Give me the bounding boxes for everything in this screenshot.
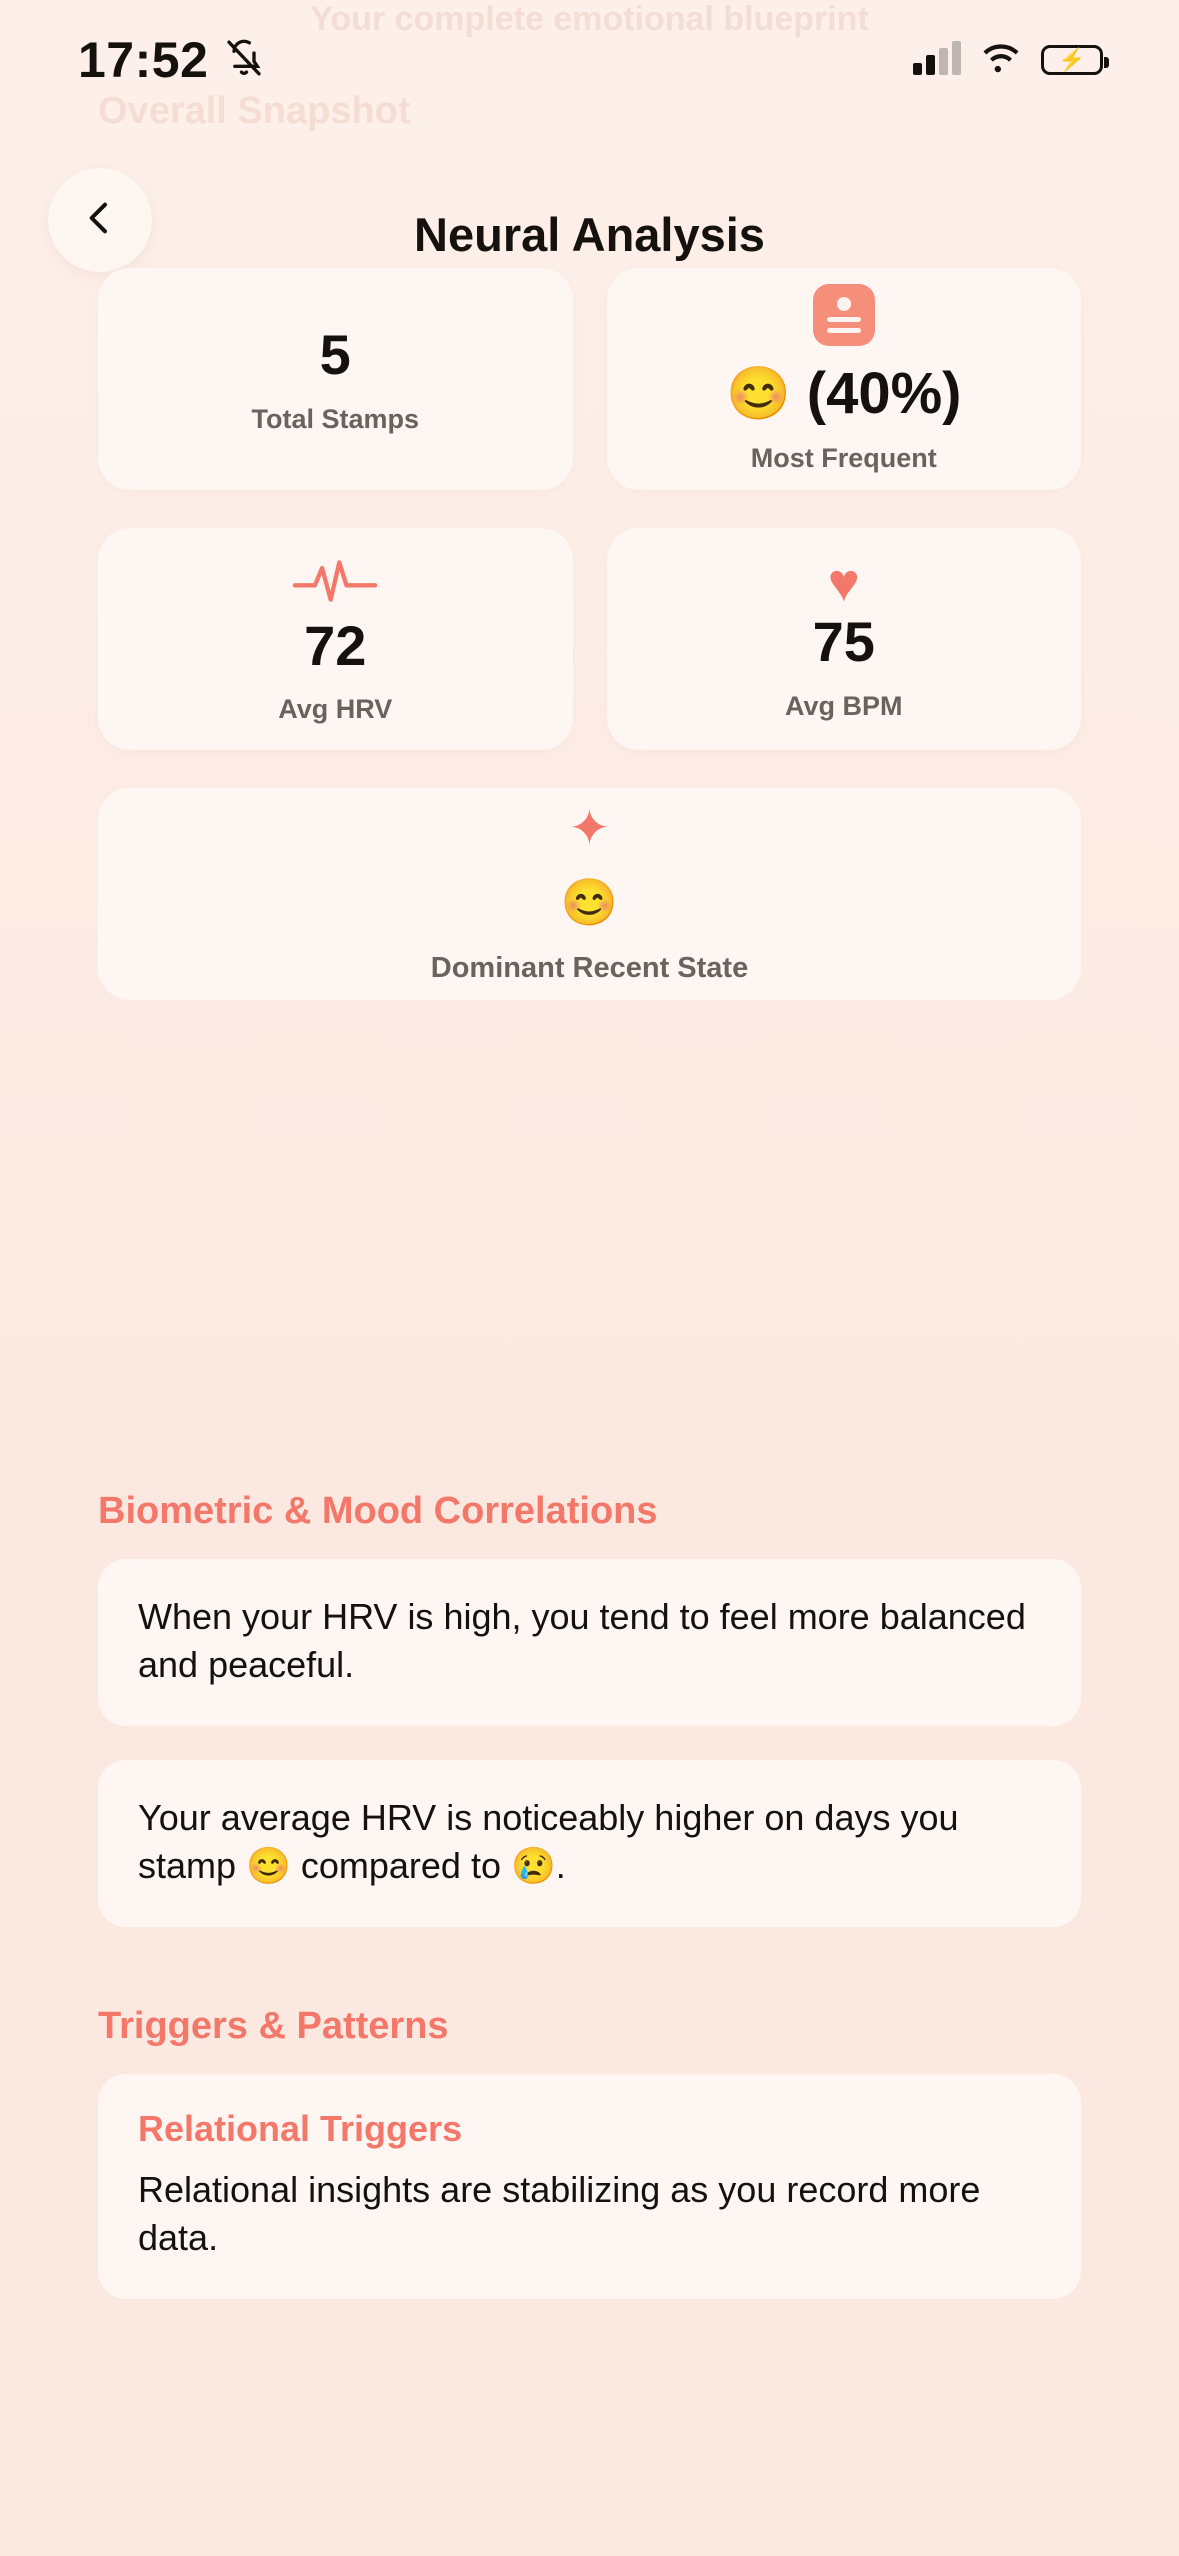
status-bar-right — [913, 43, 1103, 78]
bell-slash-icon — [224, 38, 264, 83]
stats-row-2 — [98, 528, 1081, 750]
chevron-left-icon — [80, 198, 120, 243]
stamp-card-icon — [813, 284, 875, 346]
status-bar-left — [78, 31, 264, 89]
correlation-card-2[interactable] — [98, 1760, 1081, 1927]
trigger-card-text: Relational insights are stabilizing as you record more data. — [138, 2169, 981, 2258]
correlation-text-2: Your average HRV is noticeably higher on days you stamp 😊 compared to 😢. — [138, 1797, 959, 1886]
trigger-card-title: Relational Triggers — [138, 2108, 463, 2150]
trigger-card-1[interactable] — [98, 2074, 1081, 2299]
correlation-text-1: When your HRV is high, you tend to feel more balanced and peaceful. — [138, 1596, 1026, 1685]
most-frequent-percent: (40%) — [806, 361, 962, 426]
avg-hrv-value: 72 — [304, 613, 367, 677]
back-button[interactable] — [48, 168, 152, 272]
dominant-state-label: Dominant Recent State — [430, 952, 749, 984]
total-stamps-card[interactable] — [98, 268, 573, 490]
most-frequent-label: Most Frequent — [750, 443, 937, 473]
most-frequent-card[interactable] — [607, 268, 1082, 490]
dominant-state-card[interactable] — [98, 788, 1081, 1000]
sparkle-icon: ✦ — [568, 800, 611, 856]
dominant-state-emoji: 😊 — [560, 876, 619, 928]
cellular-signal-icon — [913, 45, 961, 75]
overall-snapshot-grid — [98, 268, 1081, 1000]
most-frequent-emoji: 😊 — [726, 365, 791, 423]
total-stamps-value: 5 — [319, 323, 351, 387]
wifi-icon — [981, 43, 1021, 78]
avg-bpm-label: Avg BPM — [784, 690, 903, 721]
page-title: Neural Analysis — [414, 208, 765, 261]
insights-sections — [98, 1490, 1081, 2333]
correlations-section-title: Biometric & Mood Correlations — [98, 1490, 658, 1532]
avg-hrv-card[interactable] — [98, 528, 573, 750]
ghost-section-title: Overall Snapshot — [98, 90, 411, 132]
triggers-section-title: Triggers & Patterns — [98, 2005, 449, 2048]
stats-row-1 — [98, 268, 1081, 490]
battery-charging-icon: ⚡ — [1041, 45, 1103, 75]
status-bar — [0, 0, 1179, 120]
heart-rate-wave-icon — [292, 553, 378, 614]
heart-icon: ♥ — [827, 553, 860, 614]
ghost-subtitle: Your complete emotional blueprint — [310, 0, 869, 38]
status-time: 17:52 — [78, 32, 209, 88]
correlation-card-1[interactable] — [98, 1559, 1081, 1726]
avg-hrv-label: Avg HRV — [278, 694, 393, 725]
total-stamps-label: Total Stamps — [251, 403, 420, 434]
most-frequent-value-row — [726, 360, 961, 427]
avg-bpm-value: 75 — [812, 610, 875, 674]
avg-bpm-card[interactable] — [607, 528, 1082, 750]
